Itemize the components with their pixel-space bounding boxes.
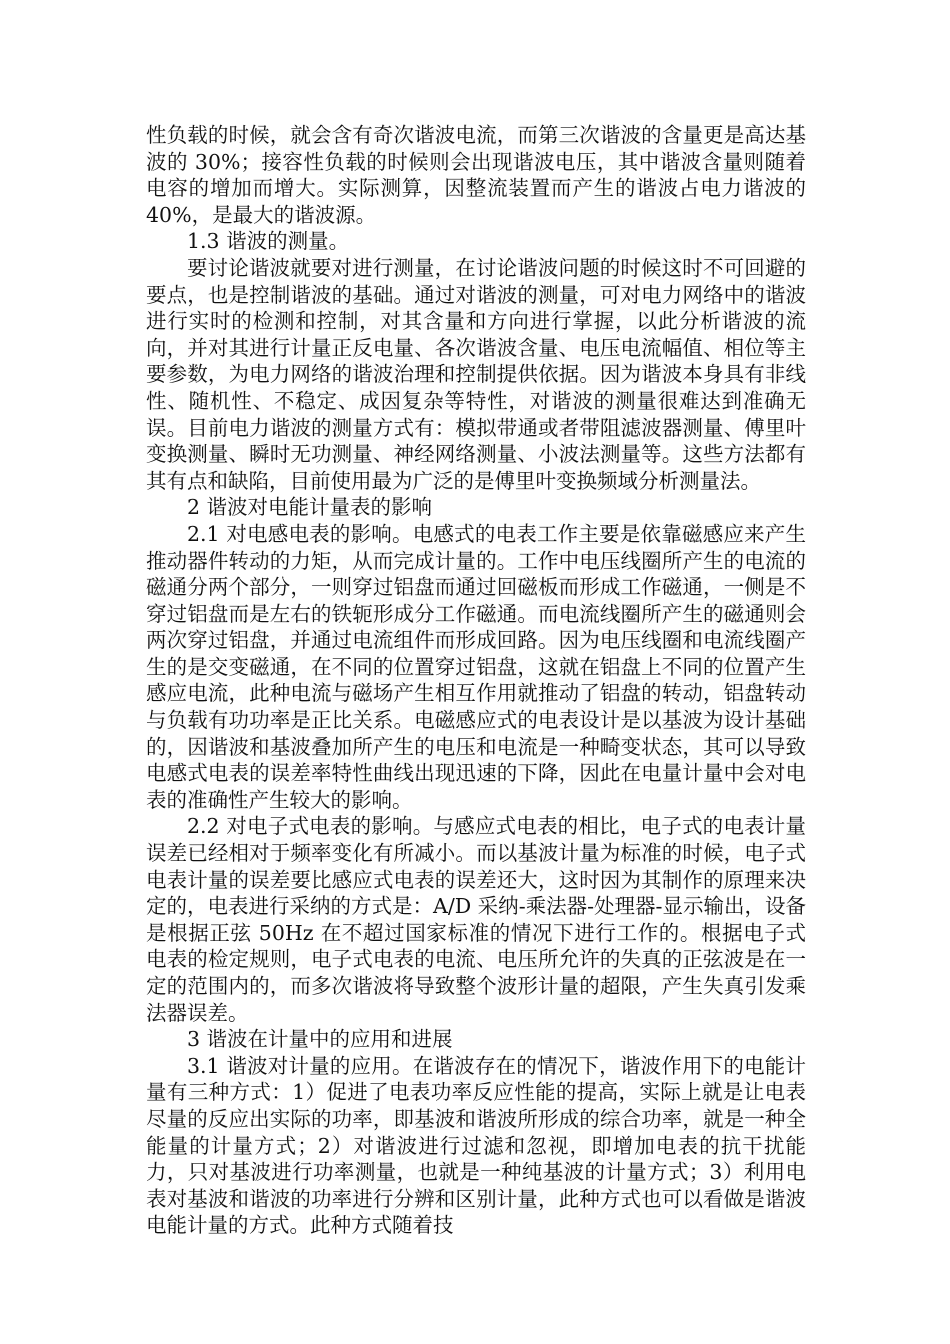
section-heading-2: 2 谐波对电能计量表的影响 [187,495,433,520]
paragraph-continuation: 性负载的时候，就会含有奇次谐波电流，而第三次谐波的含量更是高达基波的 30%；接容性负载的时候则会出现谐波电压，其中谐波含量则随着电容的增加而增大。实际测算，因整流装置而产生的谐波占电力谐波的 40%，是最大的谐波源。 [146,123,806,227]
paragraph-inductive-meter: 2.1 对电感电表的影响。电感式的电表工作主要是依靠磁感应来产生推动器件转动的力矩，从而完成计量的。工作中电压线圈所产生的电流的磁通分两个部分，一则穿过铝盘而通过回磁板而形成工作磁通，一侧是不穿过铝盘而是左右的铁轭形成分工作磁通。而电流线圈所产生的磁通则会两次穿过铝盘，并通过电流组件而形成回路。因为电压线圈和电流线圈产生的是交变磁通，在不同的位置穿过铝盘，这就在铝盘上不同的位置产生感应电流，此种电流与磁场产生相互作用就推动了铝盘的转动，铝盘转动与负载有功功率是正比关系。电磁感应式的电表设计是以基波为设计基础的，因谐波和基波叠加所产生的电压和电流是一种畸变状态，其可以导致电感式电表的误差率特性曲线出现迅速的下降，因此在电量计量中会对电表的准确性产生较大的影响。 [146,521,806,812]
paragraph-harmonic-application: 3.1 谐波对计量的应用。在谐波存在的情况下，谐波作用下的电能计量有三种方式：1）促进了电表功率反应性能的提高，实际上就是让电表尽量的反应出实际的功率，即基波和谐波所形成的综合功率，就是一种全能量的计量方式；2）对谐波进行过滤和忽视，即增加电表的抗干扰能力，只对基波进行功率测量，也就是一种纯基波的计量方式；3）利用电表对基波和谐波的功率进行分辨和区别计量，此种方式也可以看做是谐波电能计量的方式。此种方式随着技 [146,1053,806,1238]
section-heading-1-3: 1.3 谐波的测量。 [187,229,350,254]
document-body [146,122,806,1239]
paragraph-electronic-meter: 2.2 对电子式电表的影响。与感应式电表的相比，电子式的电表计量误差已经相对于频率变化有所减小。而以基波计量为标准的时候，电子式电表计量的误差要比感应式电表的误差还大，这时因为其制作的原理来决定的，电表进行采纳的方式是：A/D 采纳-乘法器-处理器-显示输出，设备是根据正弦 50Hz 在不超过国家标准的情况下进行工作的。根据电子式电表的检定规则，电子式电表的电流、电压所允许的失真的正弦波是在一定的范围内的，而多次谐波将导致整个波形计量的超限，产生失真引发乘法器误差。 [146,814,806,1025]
section-heading-3: 3 谐波在计量中的应用和进展 [187,1027,453,1052]
paragraph-harmonic-measurement: 要讨论谐波就要对进行测量，在讨论谐波问题的时候这时不可回避的要点，也是控制谐波的基础。通过对谐波的测量，可对电力网络中的谐波进行实时的检测和控制，对其含量和方向进行掌握，以此分析谐波的流向，并对其进行计量正反电量、各次谐波含量、电压电流幅值、相位等主要参数，为电力网络的谐波治理和控制提供依据。因为谐波本身具有非线性、随机性、不稳定、成因复杂等特性，对谐波的测量很难达到准确无误。目前电力谐波的测量方式有：模拟带通或者带阻滤波器测量、傅里叶变换测量、瞬时无功测量、神经网络测量、小波法测量等。这些方法都有其有点和缺陷，目前使用最为广泛的是傅里叶变换频域分析测量法。 [146,255,806,493]
